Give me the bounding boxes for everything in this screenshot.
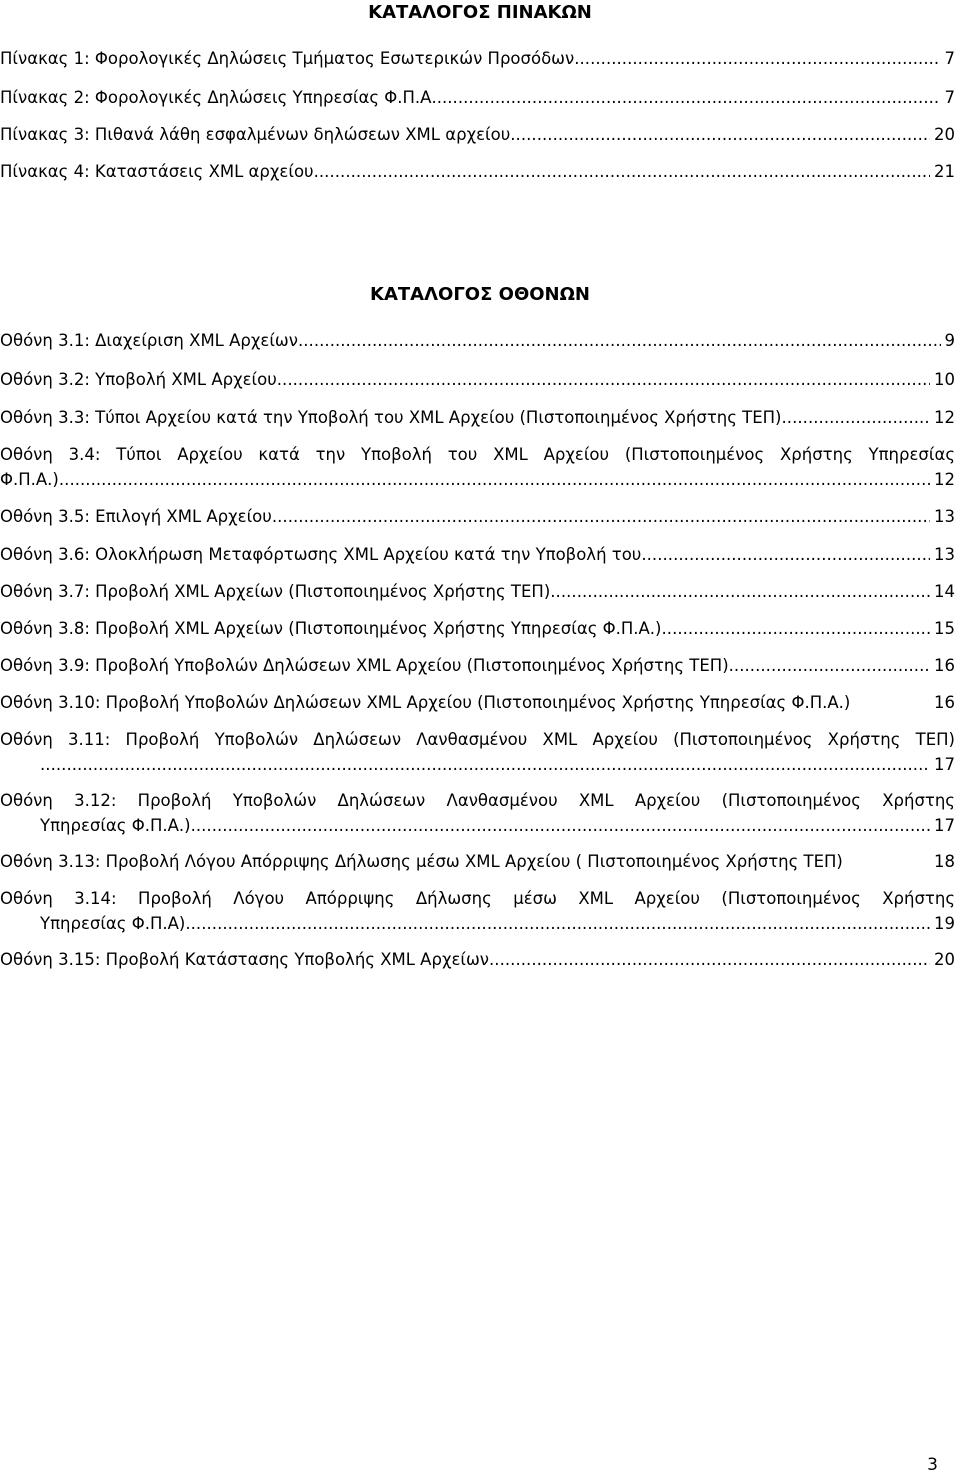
dot-leader xyxy=(729,655,930,677)
entry-title: Οθόνη 3.9: Προβολή Υποβολών Δηλώσεων XML Αρχείου (Πιστοποιημένος Χρήστης ΤΕΠ) xyxy=(0,656,729,675)
entry-page: 14 xyxy=(934,582,955,601)
entry-page: 10 xyxy=(934,370,955,389)
dot-leader xyxy=(510,124,930,146)
entry-title: Οθόνη 3.2: Υποβολή XML Αρχείου xyxy=(0,370,277,389)
toc-entry-screen-3-13[interactable] xyxy=(0,851,955,873)
toc-entry-screen-3-9[interactable] xyxy=(0,655,955,677)
toc-entry-screen-3-5[interactable] xyxy=(0,506,955,528)
entry-title: Πίνακας 2: Φορολογικές Δηλώσεις Υπηρεσίας Φ.Π.Α. xyxy=(0,88,437,107)
dot-leader xyxy=(298,330,941,352)
entry-title: Πίνακας 4: Καταστάσεις XML αρχείου xyxy=(0,162,314,181)
entry-title: Οθόνη 3.1: Διαχείριση XML Αρχείων xyxy=(0,331,298,350)
dot-leader xyxy=(191,815,930,837)
tables-heading: ΚΑΤΑΛΟΓΟΣ ΠΙΝΑΚΩΝ xyxy=(368,2,592,23)
dot-leader xyxy=(489,949,930,971)
toc-entry-table-1[interactable] xyxy=(0,48,955,70)
page-number: 3 xyxy=(927,1455,938,1475)
entry-title-line1: Οθόνη 3.12: Προβολή Υποβολών Δηλώσεων Λανθασμένου XML Αρχείου (Πιστοποιημένος Χρήστης xyxy=(0,791,955,810)
toc-entry-screen-3-14[interactable] xyxy=(0,888,955,935)
dot-leader xyxy=(314,161,930,183)
entry-title: Οθόνη 3.5: Επιλογή XML Αρχείου xyxy=(0,507,272,526)
entry-title: Πίνακας 1: Φορολογικές Δηλώσεις Τμήματος Εσωτερικών Προσόδων xyxy=(0,49,575,68)
entry-page: 19 xyxy=(934,914,955,933)
dot-leader xyxy=(40,754,930,776)
entry-title-line1: Οθόνη 3.11: Προβολή Υποβολών Δηλώσεων Λανθασμένου XML Αρχείου (Πιστοποιημένος Χρήστης ΤΕΠ) xyxy=(0,730,955,749)
toc-entry-screen-3-8[interactable] xyxy=(0,618,955,640)
dot-leader xyxy=(661,618,930,640)
toc-entry-screen-3-12[interactable] xyxy=(0,790,955,837)
toc-entry-table-3[interactable] xyxy=(0,124,955,146)
entry-title: Υπηρεσίας Φ.Π.Α.) xyxy=(40,816,191,835)
entry-title: Υπηρεσίας Φ.Π.Α) xyxy=(40,914,186,933)
toc-entry-screen-3-1[interactable] xyxy=(0,330,955,352)
dot-leader xyxy=(782,407,931,429)
toc-entry-screen-3-4[interactable] xyxy=(0,444,955,491)
entry-page: 13 xyxy=(934,545,955,564)
entry-title: Οθόνη 3.10: Προβολή Υποβολών Δηλώσεων XML Αρχείου (Πιστοποιημένος Χρήστης Υπηρεσίας Φ.Π.Α.) xyxy=(0,693,851,712)
entry-page: 18 xyxy=(934,852,955,871)
entry-title: Πίνακας 3: Πιθανά λάθη εσφαλμένων δηλώσεων XML αρχείου xyxy=(0,125,511,144)
entry-page: 12 xyxy=(934,470,955,489)
entry-page: 12 xyxy=(934,408,955,427)
toc-entry-screen-3-15[interactable] xyxy=(0,949,955,971)
toc-entry-screen-3-11[interactable] xyxy=(0,729,955,776)
entry-title: Οθόνη 3.7: Προβολή XML Αρχείων (Πιστοποιημένος Χρήστης ΤΕΠ) xyxy=(0,582,551,601)
entry-page: 16 xyxy=(934,693,955,712)
toc-entry-screen-3-3[interactable] xyxy=(0,407,955,429)
toc-entry-screen-3-6[interactable] xyxy=(0,544,955,566)
toc-entry-screen-3-7[interactable] xyxy=(0,581,955,603)
entry-page: 9 xyxy=(944,331,955,350)
entry-title: Οθόνη 3.6: Ολοκλήρωση Μεταφόρτωσης XML Αρχείου κατά την Υποβολή του xyxy=(0,545,642,564)
dot-leader xyxy=(550,581,930,603)
entry-page: 16 xyxy=(934,656,955,675)
entry-title: Οθόνη 3.13: Προβολή Λόγου Απόρριψης Δήλωσης μέσω XML Αρχείου ( Πιστοποιημένος Χρήστης ΤΕΠ) xyxy=(0,852,843,871)
entry-title: Φ.Π.Α.) xyxy=(0,470,59,489)
toc-entry-table-4[interactable] xyxy=(0,161,955,183)
screens-heading: ΚΑΤΑΛΟΓΟΣ ΟΘΟΝΩΝ xyxy=(370,284,590,305)
entry-page: 7 xyxy=(944,88,955,107)
dot-leader xyxy=(272,506,930,528)
entry-title-line1: Οθόνη 3.14: Προβολή Λόγου Απόρριψης Δήλωσης μέσω XML Αρχείου (Πιστοποιημένος Χρήστης xyxy=(0,889,955,908)
dot-leader xyxy=(277,369,930,391)
entry-page: 17 xyxy=(934,755,955,774)
entry-page: 7 xyxy=(944,49,955,68)
entry-title: Οθόνη 3.3: Τύποι Αρχείου κατά την Υποβολή του XML Αρχείου (Πιστοποιημένος Χρήστης ΤΕΠ) xyxy=(0,408,782,427)
entry-title: Οθόνη 3.8: Προβολή XML Αρχείων (Πιστοποιημένος Χρήστης Υπηρεσίας Φ.Π.Α.) xyxy=(0,619,662,638)
dot-leader xyxy=(574,48,940,70)
dot-leader xyxy=(59,469,930,491)
entry-title-line1: Οθόνη 3.4: Τύποι Αρχείου κατά την Υποβολή του XML Αρχείου (Πιστοποιημένος Χρήστης Υπηρεσίας xyxy=(0,445,955,464)
entry-page: 21 xyxy=(934,162,955,181)
dot-leader xyxy=(437,87,941,109)
entry-page: 17 xyxy=(934,816,955,835)
toc-entry-table-2[interactable] xyxy=(0,87,955,109)
dot-leader xyxy=(185,913,930,935)
entry-page: 15 xyxy=(934,619,955,638)
toc-entry-screen-3-2[interactable] xyxy=(0,369,955,391)
entry-title: Οθόνη 3.15: Προβολή Κατάστασης Υποβολής XML Αρχείων xyxy=(0,950,490,969)
entry-page: 13 xyxy=(934,507,955,526)
entry-page: 20 xyxy=(934,950,955,969)
dot-leader xyxy=(641,544,930,566)
toc-entry-screen-3-10[interactable] xyxy=(0,692,955,714)
entry-page: 20 xyxy=(934,125,955,144)
